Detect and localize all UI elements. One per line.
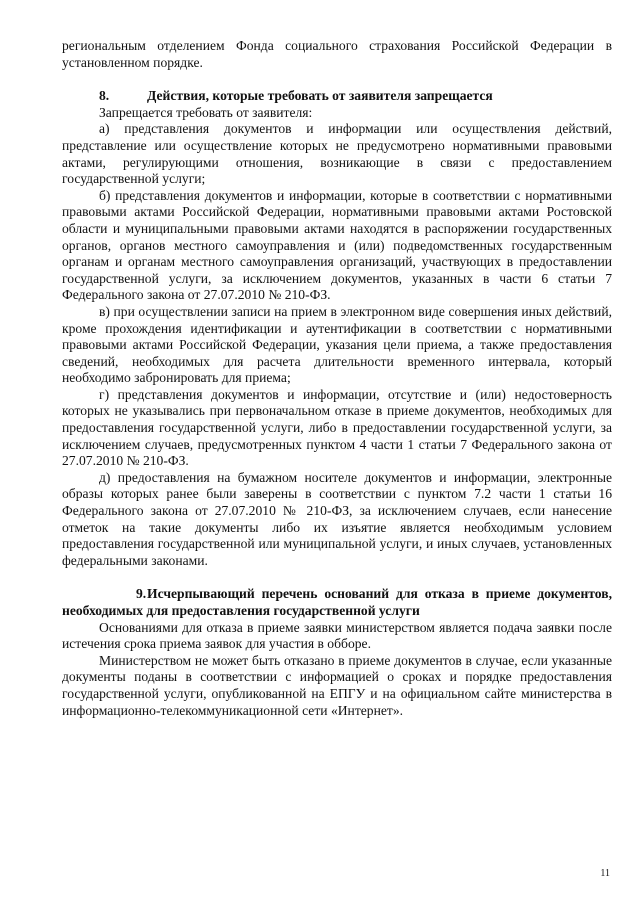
section-9-paragraph-2: Министерством не может быть отказано в приеме документов в случае, если указанные документы поданы в соответствии с информацией о сроках и порядке предоставления государственной услуги, опубликованной на ЕПГУ и на официальном сайте министерства в информационно-телекоммуникационной сети «Интернет». bbox=[62, 652, 612, 718]
section-9-title: Исчерпывающий перечень оснований для отказа в приеме документов, необходимых для предоставления государственной услуги bbox=[62, 586, 612, 618]
section-8-item-g: г) представления документов и информации, отсутствие и (или) недостоверность которых не указывались при первоначальном отказе в приеме документов, необходимых для предоставления государственной услуги, либо в предоставлении государственной услуги, за исключением случаев, предусмотренных пунктом 4 части 1 статьи 7 Федерального закона от 27.07.2010 № 210-ФЗ. bbox=[62, 386, 612, 469]
section-8-item-a: а) представления документов и информации или осуществления действий, представление или осуществление которых не предусмотрено нормативными правовыми актами, регулирующими отношения, возникающие в связи с предоставлением государственной услуги; bbox=[62, 121, 612, 187]
section-9-number: 9. bbox=[136, 586, 147, 602]
section-8-number: 8. bbox=[99, 88, 110, 104]
section-8-item-b: б) представления документов и информации, которые в соответствии с нормативными правовыми актами Российской Федерации, нормативными правовыми актами Ростовской области и муниципальными правовыми актами находятся в распоряжении государственных органов, органов местного самоуправления и (или) подведомственных государственным органам и органам местного самоуправления организаций, участвующих в предоставлении государственной услуги, за исключением документов, указанных в части 6 статьи 7 Федерального закона от 27.07.2010 № 210-ФЗ. bbox=[62, 187, 612, 303]
section-8-intro: Запрещается требовать от заявителя: bbox=[99, 104, 313, 120]
section-9-paragraph-1: Основаниями для отказа в приеме заявки министерством является подача заявки после истечения срока приема заявок для участия в обборе. bbox=[62, 619, 612, 652]
section-9-heading bbox=[62, 586, 612, 619]
page-number: 11 bbox=[600, 868, 610, 880]
section-8-heading bbox=[62, 88, 612, 105]
continuation-paragraph: региональным отделением Фонда социального страхования Российской Федерации в установленном порядке. bbox=[62, 38, 612, 70]
section-8-title: Действия, которые требовать от заявителя запрещается bbox=[147, 88, 493, 104]
section-8-item-v: в) при осуществлении записи на прием в электронном виде совершения иных действий, кроме прохождения идентификации и аутентификации в соответствии с нормативными правовыми актами Российской Федерации, указания цели приема, а также предоставления сведений, необходимых для расчета длительности временного интервала, который необходимо забронировать для приема; bbox=[62, 303, 612, 386]
section-8-item-d: д) предоставления на бумажном носителе документов и информации, электронные образы которых ранее были заверены в соответствии с пунктом 7.2 части 1 статьи 16 Федерального закона от 27.07.2010 № 210-ФЗ, за исключением случаев, если нанесение отметок на такие документы либо их изъятие является необходимым условием предоставления государственной или муниципальной услуги, и иных случаев, установленных федеральными законами. bbox=[62, 469, 612, 568]
